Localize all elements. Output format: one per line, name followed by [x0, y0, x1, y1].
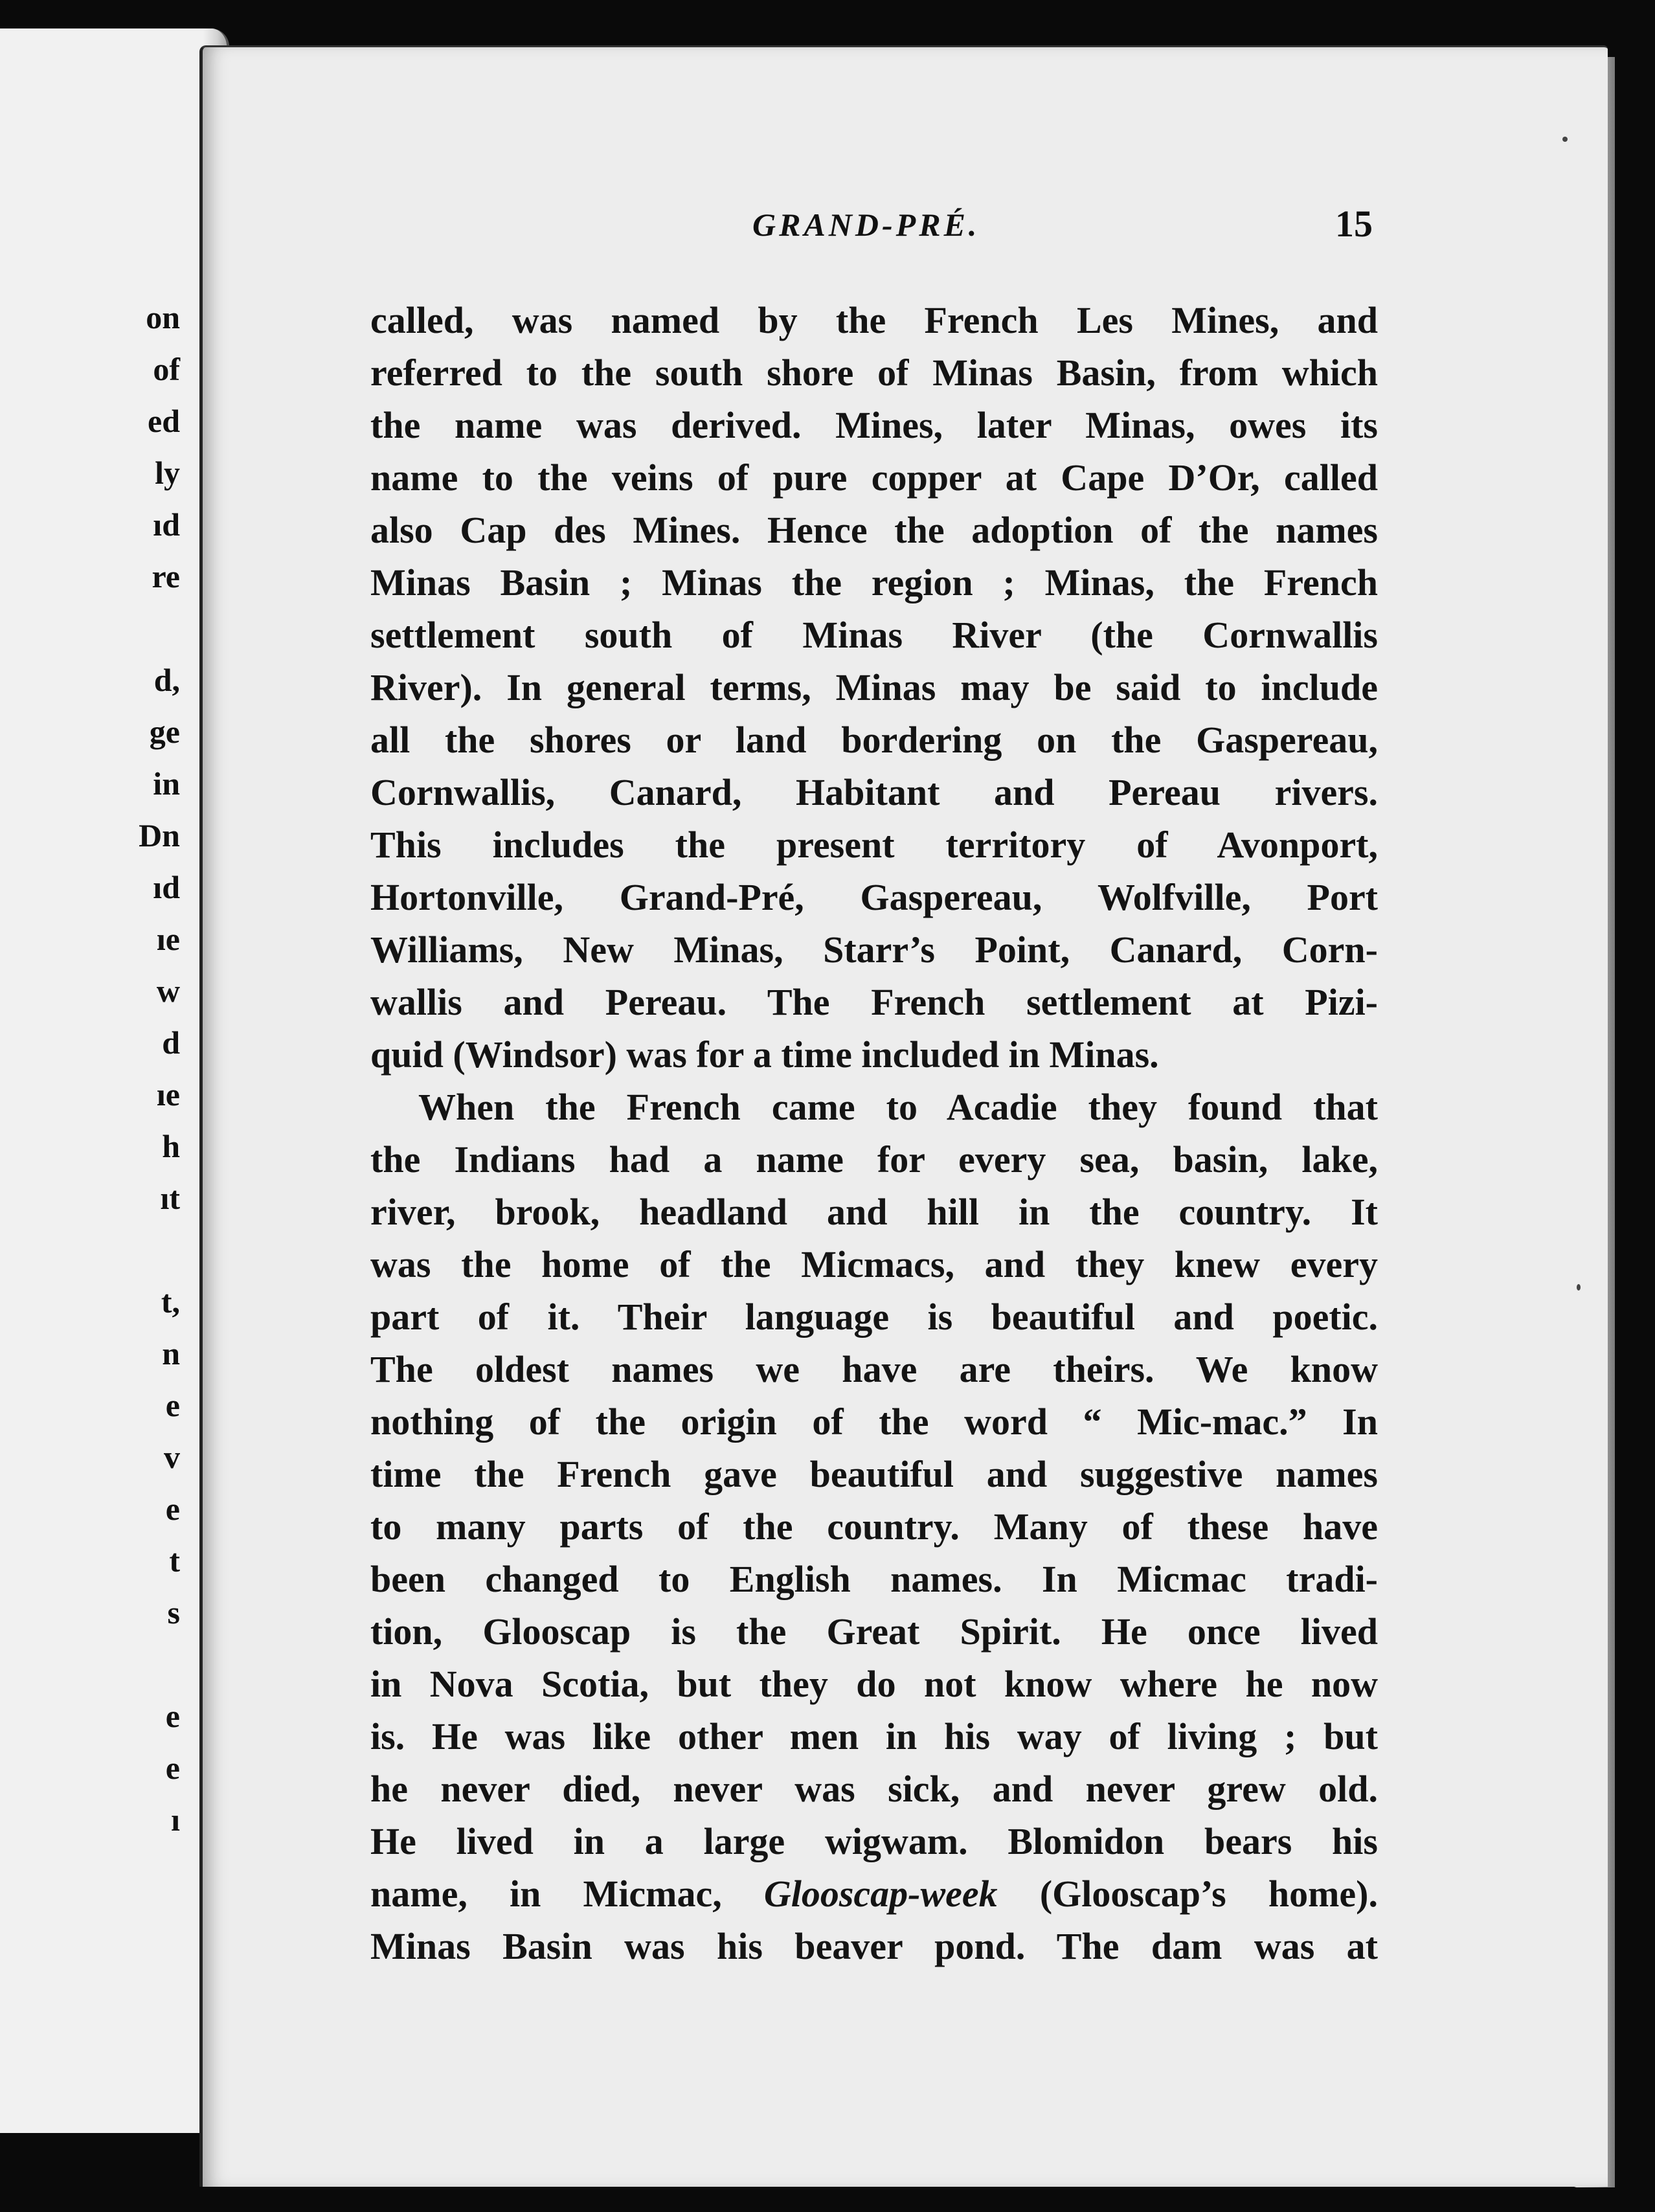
- text-line: also Cap des Mines. Hence the adoption of the names: [370, 509, 1378, 551]
- text-line: referred to the south shore of Minas Basin, from which: [370, 352, 1378, 394]
- left-fragment-line: t,: [161, 1283, 180, 1320]
- left-fragment-line: s: [167, 1594, 180, 1631]
- text-line: River). In general terms, Minas may be said to include: [370, 666, 1378, 708]
- left-fragment-line: d,: [153, 662, 180, 698]
- left-page-text-fragments: [51, 291, 180, 1845]
- left-fragment-line: e: [165, 1387, 180, 1423]
- text-line: was the home of the Micmacs, and they knew every: [370, 1243, 1378, 1285]
- italic-term: Glooscap-week: [763, 1873, 998, 1915]
- left-fragment-line: h: [162, 1128, 180, 1164]
- left-fragment-line: ge: [149, 714, 180, 750]
- left-fragment-line: ly: [155, 455, 180, 491]
- left-fragment-line: Dn: [139, 817, 180, 853]
- left-fragment-line: e: [165, 1750, 180, 1786]
- left-fragment-line: on: [146, 299, 180, 335]
- text-line: Williams, New Minas, Starr’s Point, Canard, Corn-: [370, 929, 1378, 971]
- text-line: to many parts of the country. Many of these have: [370, 1506, 1378, 1548]
- text-line: nothing of the origin of the word “ Mic-mac.” In: [370, 1401, 1378, 1443]
- left-fragment-line: t: [169, 1542, 180, 1579]
- text-line-paragraph-start: When the French came to Acadie they found that: [418, 1086, 1378, 1128]
- left-fragment-line: re: [152, 558, 180, 594]
- left-fragment-line: of: [153, 351, 180, 387]
- text-line-paragraph-end: quid (Windsor) was for a time included in Minas.: [370, 1033, 1159, 1076]
- left-fragment-line: ıd: [153, 869, 180, 905]
- left-fragment-line: e: [165, 1491, 180, 1527]
- text-line: time the French gave beautiful and suggestive names: [370, 1453, 1378, 1495]
- left-fragment-line: ıt: [160, 1180, 180, 1216]
- left-fragment-line: [51, 1638, 180, 1690]
- text-line: He lived in a large wigwam. Blomidon bears his: [370, 1820, 1378, 1862]
- text-line: all the shores or land bordering on the Gaspereau,: [370, 719, 1378, 761]
- left-fragment-line: n: [162, 1335, 180, 1371]
- paper-speck: [1577, 1284, 1581, 1291]
- text-line: the Indians had a name for every sea, basin, lake,: [370, 1138, 1378, 1180]
- text-line: This includes the present territory of Avonport,: [370, 824, 1378, 866]
- running-head: [0, 203, 1655, 258]
- left-fragment-line: [51, 1224, 180, 1276]
- text-line: wallis and Pereau. The French settlement at Pizi-: [370, 981, 1378, 1023]
- text-line: Minas Basin was his beaver pond. The dam was at: [370, 1925, 1378, 1967]
- left-fragment-line: [51, 602, 180, 654]
- text-line: been changed to English names. In Micmac tradi-: [370, 1558, 1378, 1600]
- text-line: Cornwallis, Canard, Habitant and Pereau rivers.: [370, 771, 1378, 813]
- text-line: he never died, never was sick, and never grew old.: [370, 1768, 1378, 1810]
- text-line: Hortonville, Grand-Pré, Gaspereau, Wolfville, Port: [370, 876, 1378, 918]
- text-line: in Nova Scotia, but they do not know where he now: [370, 1663, 1378, 1705]
- text-line: the name was derived. Mines, later Minas, owes its: [370, 404, 1378, 446]
- left-fragment-line: v: [164, 1439, 180, 1475]
- text-line: name to the veins of pure copper at Cape D’Or, called: [370, 457, 1378, 499]
- paper-speck: [1562, 137, 1568, 142]
- left-fragment-line: in: [153, 765, 180, 802]
- page-number: 15: [1335, 203, 1373, 245]
- running-title: GRAND-PRÉ.: [752, 207, 980, 243]
- text-segment: name, in Micmac,: [370, 1873, 764, 1915]
- text-line: settlement south of Minas River (the Cornwallis: [370, 614, 1378, 656]
- text-segment: (Glooscap’s home).: [997, 1873, 1378, 1915]
- text-line: part of it. Their language is beautiful and poetic.: [370, 1296, 1378, 1338]
- left-fragment-line: ıd: [153, 506, 180, 543]
- left-fragment-line: d: [162, 1024, 180, 1061]
- left-fragment-line: ı: [171, 1801, 180, 1838]
- left-fragment-line: ed: [148, 403, 180, 439]
- left-fragment-line: ıe: [156, 1076, 180, 1112]
- text-line: is. He was like other men in his way of living ; but: [370, 1715, 1378, 1757]
- left-page-edge: [0, 28, 229, 2133]
- left-fragment-line: e: [165, 1698, 180, 1734]
- left-fragment-line: w: [156, 973, 180, 1009]
- text-line: Minas Basin ; Minas the region ; Minas, the French: [370, 561, 1378, 604]
- text-line: tion, Glooscap is the Great Spirit. He once lived: [370, 1610, 1378, 1653]
- body-text: [370, 294, 1378, 1972]
- text-line-with-italic: [370, 1868, 1378, 1920]
- text-line: called, was named by the French Les Mines, and: [370, 299, 1378, 341]
- text-line: river, brook, headland and hill in the country. It: [370, 1191, 1378, 1233]
- left-fragment-line: ıe: [156, 921, 180, 957]
- text-line: The oldest names we have are theirs. We know: [370, 1348, 1378, 1390]
